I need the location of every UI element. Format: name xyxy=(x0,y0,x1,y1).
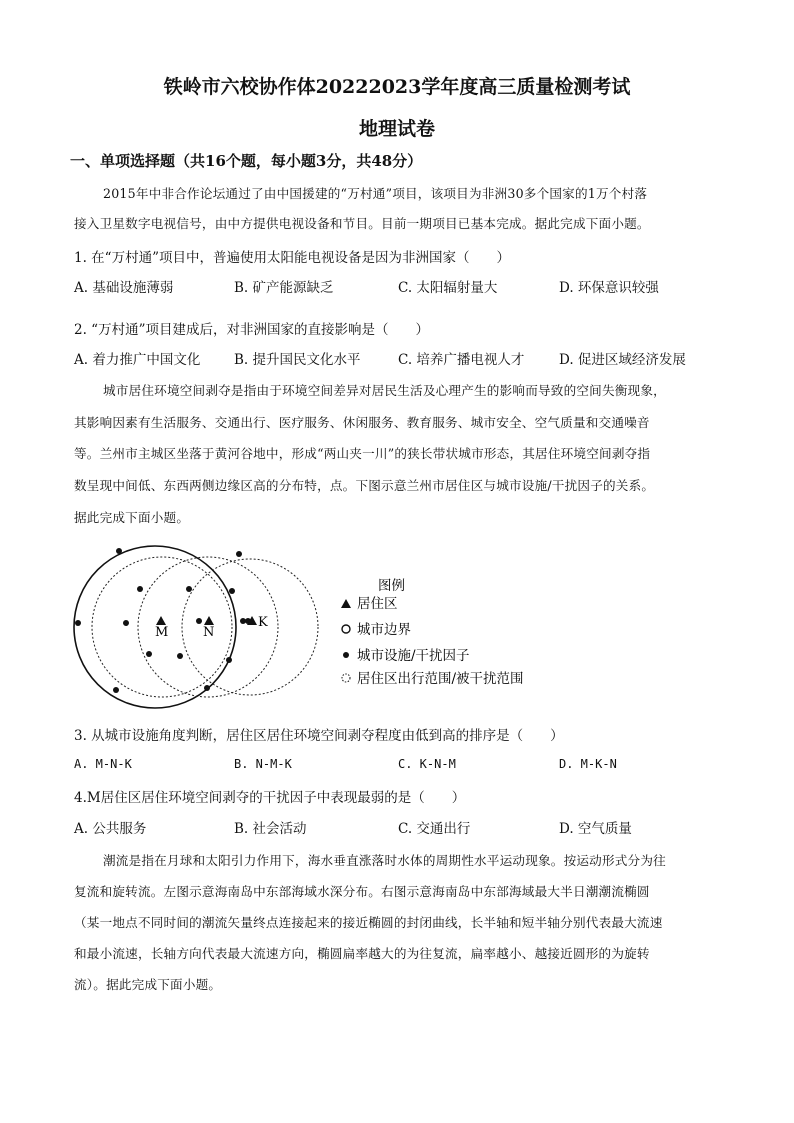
label-m: M xyxy=(155,625,169,640)
q4-option-c[interactable]: C. 交通出行 xyxy=(398,821,471,837)
q2-option-d[interactable]: D. 促进区域经济发展 xyxy=(559,352,686,368)
facility-dot xyxy=(196,618,202,624)
facility-dot xyxy=(236,551,242,557)
passage2-line: 其影响因素有生活服务、交通出行、医疗服务、休闲服务、教育服务、城市安全、空气质量和交通噪音 xyxy=(74,415,650,430)
residential-facility-diagram xyxy=(60,530,560,720)
legend-boundary: 城市边界 xyxy=(357,622,411,638)
facility-dot xyxy=(177,653,183,659)
passage3-line: 流）。据此完成下面小题。 xyxy=(74,977,222,992)
legend-boundary-icon xyxy=(342,625,350,633)
facility-dot xyxy=(146,651,152,657)
passage2-line: 城市居住环境空间剥夺是指由于环境空间差异对居民生活及心理产生的影响而导致的空间失衡现象， xyxy=(103,383,666,398)
q1-option-c[interactable]: C. 太阳辐射量大 xyxy=(398,280,498,296)
passage1-line: 接入卫星数字电视信号，由中方提供电视设备和节目。目前一期项目已基本完成。据此完成下面小题。 xyxy=(74,216,650,231)
facility-dot xyxy=(186,586,192,592)
section-heading: 一、单项选择题（共16个题，每小题3分，共48分） xyxy=(70,152,423,170)
passage2-line: 据此完成下面小题。 xyxy=(74,510,190,525)
facility-dot xyxy=(226,657,232,663)
q3-option-a[interactable]: A. M-N-K xyxy=(74,757,132,771)
legend-title: 图例 xyxy=(378,578,405,594)
facility-dot xyxy=(137,586,143,592)
facility-dot xyxy=(229,588,235,594)
passage2-line: 等。兰州市主城区坐落于黄河谷地中，形成“两山夹一川”的狭长带状城市形态，其居住环境空间剥夺指 xyxy=(74,446,651,461)
q3-option-d[interactable]: D. M-K-N xyxy=(559,757,617,771)
q2-option-a[interactable]: A. 着力推广中国文化 xyxy=(74,352,201,368)
q2-option-c[interactable]: C. 培养广播电视人才 xyxy=(398,352,525,368)
label-k: K xyxy=(258,615,268,630)
facility-dot xyxy=(113,687,119,693)
passage3-line: 复流和旋转流。左图示意海南岛中东部海域水深分布。右图示意海南岛中东部海域最大半日潮潮流椭圆 xyxy=(74,884,650,899)
facility-dot xyxy=(204,685,210,691)
legend-facility: 城市设施/干扰因子 xyxy=(357,648,470,664)
subject-title: 地理试卷 xyxy=(358,118,435,140)
residential-triangle-m xyxy=(156,616,166,625)
residential-triangle-n xyxy=(204,616,214,625)
passage3-line: （某一地点不同时间的潮流矢量终点连接起来的接近椭圆的封闭曲线，长半轴和短半轴分别代表最大流速 xyxy=(74,915,663,930)
q1-option-b[interactable]: B. 矿产能源缺乏 xyxy=(234,280,334,296)
facility-dot xyxy=(75,620,81,626)
q3-stem: 3. 从城市设施角度判断，居住区居住环境空间剥夺程度由低到高的排序是（ ） xyxy=(74,728,564,744)
q3-option-b[interactable]: B. N-M-K xyxy=(234,757,292,771)
legend-triangle-icon xyxy=(341,599,351,608)
q1-option-d[interactable]: D. 环保意识较强 xyxy=(559,280,659,296)
legend-residential: 居住区 xyxy=(357,596,398,612)
passage3-line: 潮流是指在月球和太阳引力作用下，海水垂直涨落时水体的周期性水平运动现象。按运动形式分为往 xyxy=(103,853,666,868)
q4-stem: 4.M居住区居住环境空间剥夺的干扰因子中表现最弱的是（ ） xyxy=(74,790,466,806)
legend-facility-icon xyxy=(343,652,349,658)
legend-range: 居住区出行范围/被干扰范围 xyxy=(357,671,524,687)
facility-dot xyxy=(116,548,122,554)
q2-option-b[interactable]: B. 提升国民文化水平 xyxy=(234,352,361,368)
facility-dot xyxy=(123,620,129,626)
passage3-line: 和最小流速，长轴方向代表最大流速方向，椭圆扁率越大的为往复流，扁率越小、越接近圆形的为旋转 xyxy=(74,946,650,961)
q4-option-a[interactable]: A. 公共服务 xyxy=(74,821,147,837)
legend-range-icon xyxy=(342,674,350,682)
passage2-line: 数呈现中间低、东西两侧边缘区高的分布特，点。下图示意兰州市居住区与城市设施/干扰因子的关系。 xyxy=(74,478,655,493)
q3-option-c[interactable]: C. K-N-M xyxy=(398,757,456,771)
q1-option-a[interactable]: A. 基础设施薄弱 xyxy=(74,280,174,296)
q4-option-b[interactable]: B. 社会活动 xyxy=(234,821,307,837)
label-n: N xyxy=(203,625,215,640)
q2-stem: 2. “万村通”项目建成后，对非洲国家的直接影响是（ ） xyxy=(74,322,429,338)
exam-title: 铁岭市六校协作体20222023学年度高三质量检测考试 xyxy=(163,76,631,98)
q4-option-d[interactable]: D. 空气质量 xyxy=(559,821,632,837)
q1-stem: 1. 在“万村通”项目中，普遍使用太阳能电视设备是因为非洲国家（ ） xyxy=(74,250,510,266)
passage1-line: 2015年中非合作论坛通过了由中国援建的“万村通”项目，该项目为非洲30多个国家的1万个村落 xyxy=(103,186,648,201)
